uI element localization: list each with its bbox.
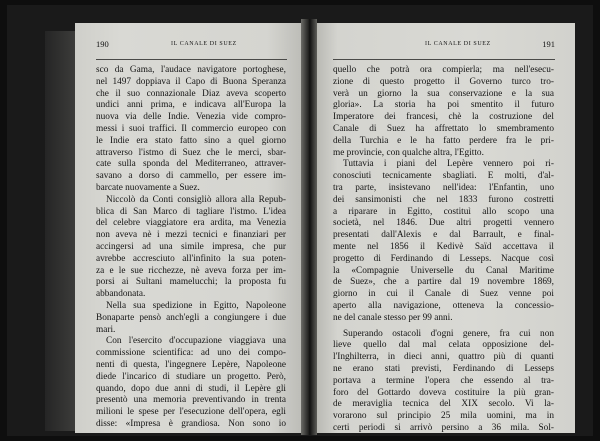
text-line: dei sansimonisti che nel 1833 furono costretti: [333, 194, 554, 205]
text-line: che il suo connazionale Diaz aveva scoperto: [96, 88, 286, 99]
text-line: quello che potrà ora compierla; ma nell'esecu-: [333, 65, 554, 75]
text-line: Superando ostacoli d'ogni genere, fra cui non: [343, 328, 554, 339]
page-edge-stack: [45, 31, 75, 431]
right-page-number: 191: [542, 39, 555, 49]
text-line: undici anni prima, e indicava all'Europa la: [96, 100, 286, 111]
left-page: [75, 23, 301, 433]
text-line: certi periodi si arrivò persino a 36 mila. Sol-: [333, 422, 554, 433]
text-line: mente nel 1856 il Kedivè Saïd accettava il: [333, 241, 554, 252]
text-line: Niccolò da Conti consigliò allora alla Repub-: [106, 194, 286, 205]
left-page-number: 190: [96, 39, 109, 49]
text-line: porsi ai Sultani mamelucchi; la proposta fu: [96, 277, 286, 288]
text-line: disse: «Impresa è grandiosa. Non sono io: [96, 418, 286, 429]
text-line: attraverso l'istmo di Suez che le merci, sbar-: [96, 147, 286, 158]
text-line: conosciuti tecnicamente sbagliati. E molti, d'al-: [333, 171, 554, 182]
text-line: commissione scientifica: ad uno dei compo-: [96, 348, 286, 359]
text-line: za e le sue ricchezze, nè aveva forza per im-: [96, 265, 286, 276]
text-line: accingersi ad una simile impresa, che pur: [96, 241, 286, 252]
text-line: messi i suoi traffici. Il commercio europeo con: [96, 123, 286, 134]
text-line: sco da Gama, l'audace navigatore portoghese,: [96, 65, 286, 75]
text-line: milioni le spese per l'esecuzione dell'opera, egli: [96, 407, 286, 418]
book-spread: [7, 5, 593, 436]
text-line: lieve quello dal mal celata opposizione del-: [333, 340, 554, 351]
text-line: aperto alla navigazione, otteneva la concessio-: [333, 300, 554, 311]
text-line: presentò una memoria preventivando in trenta: [96, 395, 286, 406]
text-line: nel 1497 doppiava il Capo di Buona Speranza: [96, 76, 286, 87]
text-line: verà un giorno la sua conservazione e la sua: [333, 88, 554, 99]
text-line: quando, dopo due anni di studi, il Lepère gli: [96, 383, 286, 394]
book-gutter: [301, 19, 317, 435]
text-line: Bonaparte pensò anch'egli a congiungere i due: [96, 312, 286, 323]
text-line: non aveva nè i mezzi tecnici e finanziari per: [96, 230, 286, 241]
left-header-rule: [96, 59, 287, 60]
text-line: Con l'esercito d'occupazione viaggiava una: [106, 336, 286, 347]
text-line: ne erano stati previsti, Ferdinando di Lesseps: [333, 363, 554, 374]
text-line: de Suez», che a partire dal 19 novembre 1869,: [333, 277, 554, 288]
left-body-text: [96, 65, 286, 431]
right-page-header: [317, 39, 575, 53]
text-line: Canale di Suez ha affrettato lo smembramento: [333, 123, 554, 134]
text-line: società, nel 1846. Due altri progetti vennero: [333, 218, 554, 229]
left-running-title: IL CANALE DI SUEZ: [171, 41, 237, 47]
text-line: avrebbe accresciuto all'infinito la sua poten-: [96, 253, 286, 264]
text-line: gloria». La storia ha poi smentito il futuro: [333, 100, 554, 111]
left-page-header: [75, 39, 301, 53]
text-line: mari.: [96, 324, 116, 335]
text-line: nenti di questa, l'ingegnere Lepère, Napoleone: [96, 359, 286, 370]
text-line: Imperatore dei francesi, chè la costruzione del: [333, 112, 554, 123]
text-line: vorarono sul principio 25 mila uomini, ma in: [333, 411, 554, 422]
text-line: zione di questo progetto il Governo turco tro-: [333, 76, 554, 87]
text-line: le Indie era stato fatto sino a quel giorno: [96, 135, 286, 146]
text-line: cate sulla sponda del Mediterraneo, attraver-: [96, 159, 286, 170]
text-line: giorno in cui il Canale di Suez venne poi: [333, 289, 554, 300]
text-line: de meraviglia tecnica del XIX secolo. Vi la-: [333, 399, 554, 410]
right-header-rule: [333, 59, 555, 60]
text-line: me provincie, con qualche altra, l'Egitto.: [333, 147, 484, 158]
text-line: Nella sua spedizione in Egitto, Napoleone: [106, 300, 286, 311]
text-line: progetto di Ferdinando di Lesseps. Nacque così: [333, 253, 554, 264]
right-page: [317, 23, 575, 433]
text-line: blica di San Marco di tagliare l'istmo. L'idea: [96, 206, 286, 217]
text-line: barcate nuovamente a Suez.: [96, 182, 200, 193]
right-running-title: IL CANALE DI SUEZ: [425, 41, 491, 47]
text-line: portava a termine l'opera che essendo al tra-: [333, 375, 554, 386]
text-line: la «Compagnie Universelle du Canal Maritime: [333, 265, 554, 276]
text-line: tra parte, insistevano nell'idea: l'Enfantin, uno: [333, 182, 554, 193]
text-line: nuova via delle Indie. Venezia vide compro-: [96, 112, 286, 123]
right-body-text: [333, 65, 554, 433]
text-line: foro del Gottardo doveva costituire la più gran-: [333, 387, 554, 398]
text-line: della Turchia e le ha fatto perdere fra le pri-: [333, 135, 554, 146]
text-line: diede l'incarico di studiare un progetto. Però,: [96, 371, 286, 382]
text-line: ne del canale stesso per 99 anni.: [333, 312, 453, 323]
text-line: savano a dorso di cammello, per essere im-: [96, 171, 286, 182]
text-line: abbandonata.: [96, 289, 146, 300]
text-line: presentati dall'Alexis e dal Barrault, e final-: [333, 230, 554, 241]
text-line: del celebre viaggiatore era ardita, ma Venezia: [96, 218, 286, 229]
text-line: Tuttavia i piani del Lepère vennero poi ri-: [343, 159, 554, 170]
text-line: a riparare in Egitto, costituì allo scopo una: [333, 206, 554, 217]
text-line: l'Inghilterra, in dieci anni, quattro più di quanti: [333, 352, 554, 363]
